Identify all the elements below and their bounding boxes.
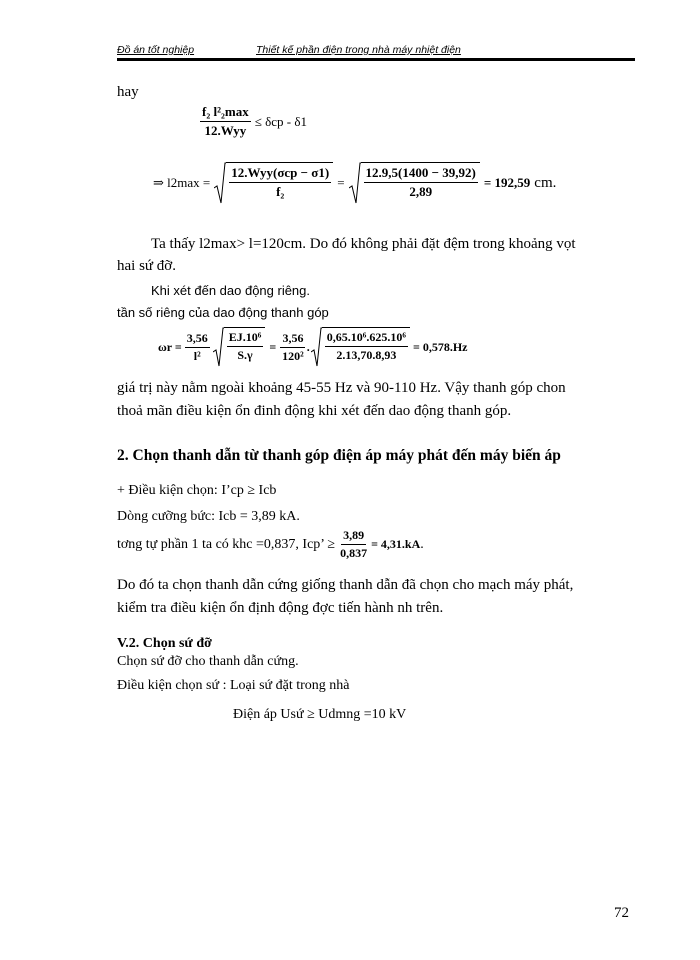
header-left: Đồ án tốt nghiệp	[117, 44, 195, 56]
formula-l2max-den2: 2,89	[409, 184, 433, 199]
formula-l2max-result: = 192,59	[483, 175, 531, 190]
formula-l2max-num2: 12.9,5(1400 − 39,92)	[364, 165, 478, 183]
formula-deflection-rhs: ≤ δcp - δ1	[254, 113, 307, 129]
p4-line2: kiểm tra điều kiện ổn định động đợc tiến hành nh trên.	[117, 600, 444, 616]
sqrt-symbol-4	[311, 327, 410, 367]
section-v2-heading: V.2. Chọn sứ đỡ	[117, 636, 212, 651]
formula-l2max-den1: f₂	[276, 184, 285, 199]
formula-frequency-lhs: ωr =	[158, 339, 182, 354]
cond-line3-text: tơng tự phần 1 ta có khc =0,837, Icp’ ≥	[117, 536, 336, 552]
cond-num: 3,89	[341, 528, 366, 545]
p2-line1: Ta thấy l2max> l=120cm. Do đó không phải đặt đệm trong khoảng vọt	[151, 236, 576, 252]
cond-end: .	[420, 536, 424, 552]
formula-frequency-num1: 3,56	[185, 331, 210, 348]
formula-l2max: ⇒ l2max = $\frac{\text{12.Wyy(σcp − σ1)}}{\text{f₂}}$ = $\frac{12.9,5(1400 - 39,92)}{2,89}$ = 192,59 cm.	[153, 162, 556, 204]
v2-line1: Chọn sứ đỡ cho thanh dẫn cứng.	[117, 654, 299, 669]
p2-line2: hai sứ đỡ.	[117, 258, 176, 274]
cond-line3	[117, 528, 424, 561]
p3-line2: thoả mãn điều kiện ổn đinh động khi xét đến dao động thanh góp.	[117, 403, 512, 419]
cond-den: 0,837	[340, 546, 368, 560]
formula-frequency-num4: 0,65.10⁶.625.10⁶	[325, 330, 408, 347]
p3-line1: giá trị này nằm ngoài khoảng 45-55 Hz và 90-110 Hz. Vậy thanh góp chon	[117, 380, 566, 396]
v2-line3: Điện áp Usứ ≥ Udmng =10 kV	[233, 707, 407, 722]
page-number: 72	[614, 905, 629, 921]
section-2-heading: 2. Chọn thanh dẫn từ thanh góp điện áp máy phát đến máy biến áp	[117, 447, 561, 464]
cond-line2: Dòng cưỡng bức: Icb = 3,89 kA.	[117, 509, 300, 524]
formula-frequency-den1: l²	[193, 348, 201, 363]
formula-l2max-unit: cm.	[534, 174, 557, 191]
text-hay: hay	[117, 84, 139, 100]
cond-result: = 4,31.kA	[371, 537, 421, 551]
header-right: Thiết kế phần điện trong nhà máy nhiệt điện	[256, 44, 461, 56]
formula-frequency-num3: 3,56	[280, 331, 305, 348]
cond-line1: + Điều kiện chọn: I’cp ≥ Icb	[117, 483, 277, 498]
formula-deflection	[200, 104, 307, 139]
formula-l2max-num1: 12.Wyy(σcp − σ1)	[229, 165, 331, 183]
p2-line4: tần số riêng của dao động thanh góp	[117, 305, 329, 320]
p2-line3: Khi xét đến dao động riêng.	[151, 283, 311, 298]
formula-deflection-numerator: f₂ l²₂max	[200, 104, 251, 122]
formula-deflection-fraction	[200, 104, 251, 139]
sqrt-symbol-3	[213, 327, 266, 367]
formula-frequency-den2: S.γ	[237, 348, 253, 362]
sqrt-symbol-1	[214, 162, 333, 204]
formula-l2max-lhs: ⇒ l2max =	[153, 175, 211, 190]
header-rule	[117, 58, 635, 61]
formula-frequency-den4: 2.13,70.8,93	[336, 348, 397, 362]
formula-frequency: ωr = $\frac{3,56}{\text{l²}}$ $\frac{\text{EJ.10⁶}}{S.\gamma}$ = $\frac{3,56}{\text{120²}}$ . $\frac{\text{0,65.10⁶.625.10⁶}}{2.13,70.8,93}$ = 0,578.Hz	[158, 327, 467, 367]
formula-frequency-num2: EJ.10⁶	[227, 330, 264, 347]
formula-frequency-result: = 0,578.Hz	[412, 339, 468, 354]
p4-line1: Do đó ta chọn thanh dẫn cứng giống thanh dẫn đã chọn cho mạch máy phát,	[117, 577, 574, 593]
sqrt-symbol-2	[349, 162, 480, 204]
formula-frequency-den3: 120²	[282, 348, 304, 363]
v2-line2: Điều kiện chọn sứ : Loại sứ đặt trong nhà	[117, 678, 350, 693]
formula-deflection-denominator: 12.Wyy	[204, 123, 247, 138]
